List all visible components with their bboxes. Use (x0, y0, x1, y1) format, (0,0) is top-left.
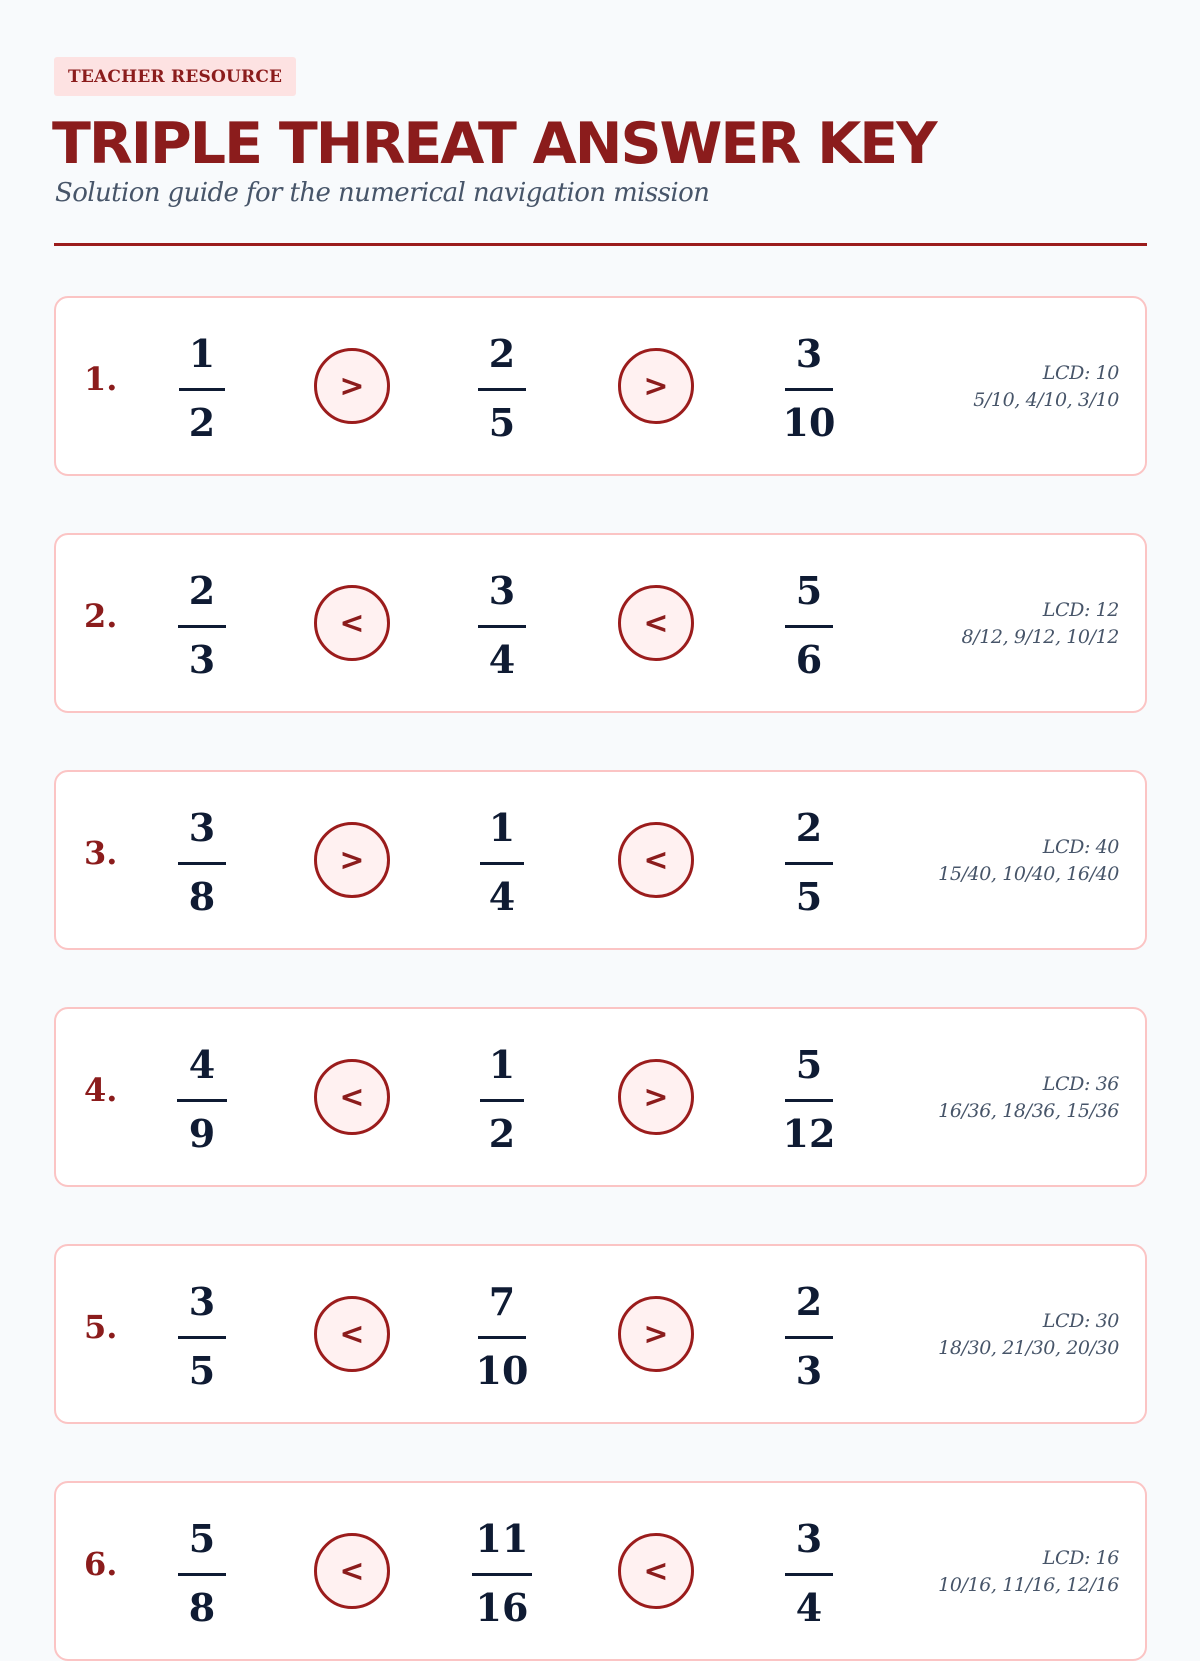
fraction-2 (447, 332, 557, 445)
lcd-equivalents: 18/30, 21/30, 20/30 (938, 1337, 1119, 1359)
problem-card-6 (54, 1481, 1147, 1661)
lcd-value: LCD: 30 (1042, 1310, 1119, 1332)
fraction-3 (754, 1043, 864, 1156)
fraction-2 (447, 1280, 557, 1393)
fraction-bar (480, 1099, 524, 1102)
fraction-bar (478, 1336, 526, 1339)
comparison-operator-1: < (314, 1533, 390, 1609)
fraction-bar (178, 862, 226, 865)
fraction-1 (147, 332, 257, 445)
comparison-operator-2: > (618, 1059, 694, 1135)
numerator: 3 (795, 331, 823, 376)
lcd-value: LCD: 12 (1042, 599, 1119, 621)
fraction-bar (178, 1573, 226, 1576)
fraction-bar (785, 862, 833, 865)
denominator: 9 (188, 1110, 216, 1156)
numerator: 3 (488, 568, 516, 613)
lcd-equivalents: 8/12, 9/12, 10/12 (961, 626, 1119, 648)
header-divider (54, 243, 1147, 246)
numerator: 3 (188, 1279, 216, 1324)
numerator: 11 (475, 1516, 529, 1561)
numerator: 5 (188, 1516, 216, 1561)
lcd-equivalents: 10/16, 11/16, 12/16 (938, 1574, 1119, 1596)
fraction-3 (754, 332, 864, 445)
numerator: 1 (488, 805, 516, 850)
fraction-bar (177, 1099, 227, 1102)
fraction-bar (785, 388, 833, 391)
comparison-operator-1: < (314, 1059, 390, 1135)
fraction-2 (447, 569, 557, 682)
numerator: 2 (795, 805, 823, 850)
lcd-value: LCD: 10 (1042, 362, 1119, 384)
numerator: 1 (488, 1042, 516, 1087)
problem-card-3 (54, 770, 1147, 950)
problem-number: 4. (84, 1071, 118, 1109)
denominator: 2 (488, 1110, 516, 1156)
lcd-equivalents: 15/40, 10/40, 16/40 (938, 863, 1119, 885)
page-subtitle: Solution guide for the numerical navigation mission (55, 178, 710, 208)
denominator: 3 (188, 636, 216, 682)
fraction-bar (178, 1336, 226, 1339)
fraction-1 (147, 1517, 257, 1630)
denominator: 8 (188, 1584, 216, 1630)
denominator: 10 (782, 399, 836, 445)
numerator: 7 (488, 1279, 516, 1324)
fraction-1 (147, 569, 257, 682)
denominator: 5 (188, 1347, 216, 1393)
comparison-operator-1: < (314, 1296, 390, 1372)
lcd-equivalents: 16/36, 18/36, 15/36 (938, 1100, 1119, 1122)
lcd-value: LCD: 16 (1042, 1547, 1119, 1569)
fraction-bar (785, 1336, 833, 1339)
fraction-3 (754, 806, 864, 919)
numerator: 2 (795, 1279, 823, 1324)
denominator: 4 (795, 1584, 823, 1630)
numerator: 5 (795, 568, 823, 613)
fraction-bar (480, 862, 524, 865)
numerator: 2 (488, 331, 516, 376)
comparison-operator-2: < (618, 585, 694, 661)
fraction-2 (447, 806, 557, 919)
lcd-note (962, 597, 1119, 651)
numerator: 3 (795, 1516, 823, 1561)
fraction-3 (754, 1517, 864, 1630)
numerator: 2 (188, 568, 216, 613)
problem-card-4 (54, 1007, 1147, 1187)
problem-number: 2. (84, 597, 118, 635)
numerator: 1 (188, 331, 216, 376)
denominator: 8 (188, 873, 216, 919)
fraction-1 (147, 1043, 257, 1156)
fraction-2 (447, 1517, 557, 1630)
comparison-operator-1: > (314, 348, 390, 424)
comparison-operator-2: < (618, 1533, 694, 1609)
lcd-value: LCD: 36 (1042, 1073, 1119, 1095)
comparison-operator-2: > (618, 1296, 694, 1372)
lcd-note (973, 360, 1119, 414)
denominator: 10 (475, 1347, 529, 1393)
numerator: 4 (188, 1042, 216, 1087)
problem-card-2 (54, 533, 1147, 713)
numerator: 3 (188, 805, 216, 850)
lcd-note (938, 1071, 1119, 1125)
teacher-resource-badge: TEACHER RESOURCE (54, 57, 296, 96)
fraction-bar (785, 1099, 833, 1102)
denominator: 4 (488, 873, 516, 919)
problem-number: 6. (84, 1545, 118, 1583)
fraction-3 (754, 569, 864, 682)
denominator: 6 (795, 636, 823, 682)
denominator: 4 (488, 636, 516, 682)
fraction-bar (785, 1573, 833, 1576)
denominator: 5 (488, 399, 516, 445)
denominator: 16 (475, 1584, 529, 1630)
fraction-2 (447, 1043, 557, 1156)
lcd-note (938, 834, 1119, 888)
comparison-operator-1: < (314, 585, 390, 661)
fraction-bar (478, 388, 526, 391)
fraction-bar (179, 388, 225, 391)
denominator: 12 (782, 1110, 836, 1156)
fraction-3 (754, 1280, 864, 1393)
problem-number: 5. (84, 1308, 118, 1346)
comparison-operator-2: > (618, 348, 694, 424)
denominator: 3 (795, 1347, 823, 1393)
page-title: TRIPLE THREAT ANSWER KEY (52, 111, 936, 177)
numerator: 5 (795, 1042, 823, 1087)
denominator: 2 (188, 399, 216, 445)
comparison-operator-1: > (314, 822, 390, 898)
comparison-operator-2: < (618, 822, 694, 898)
fraction-1 (147, 806, 257, 919)
fraction-bar (178, 625, 226, 628)
problem-card-1 (54, 296, 1147, 476)
problem-card-5 (54, 1244, 1147, 1424)
lcd-value: LCD: 40 (1042, 836, 1119, 858)
fraction-bar (478, 625, 526, 628)
fraction-bar (472, 1573, 532, 1576)
lcd-equivalents: 5/10, 4/10, 3/10 (973, 389, 1119, 411)
fraction-1 (147, 1280, 257, 1393)
problem-number: 1. (84, 360, 118, 398)
lcd-note (938, 1308, 1119, 1362)
problem-number: 3. (84, 834, 118, 872)
denominator: 5 (795, 873, 823, 919)
fraction-bar (785, 625, 833, 628)
lcd-note (938, 1545, 1119, 1599)
